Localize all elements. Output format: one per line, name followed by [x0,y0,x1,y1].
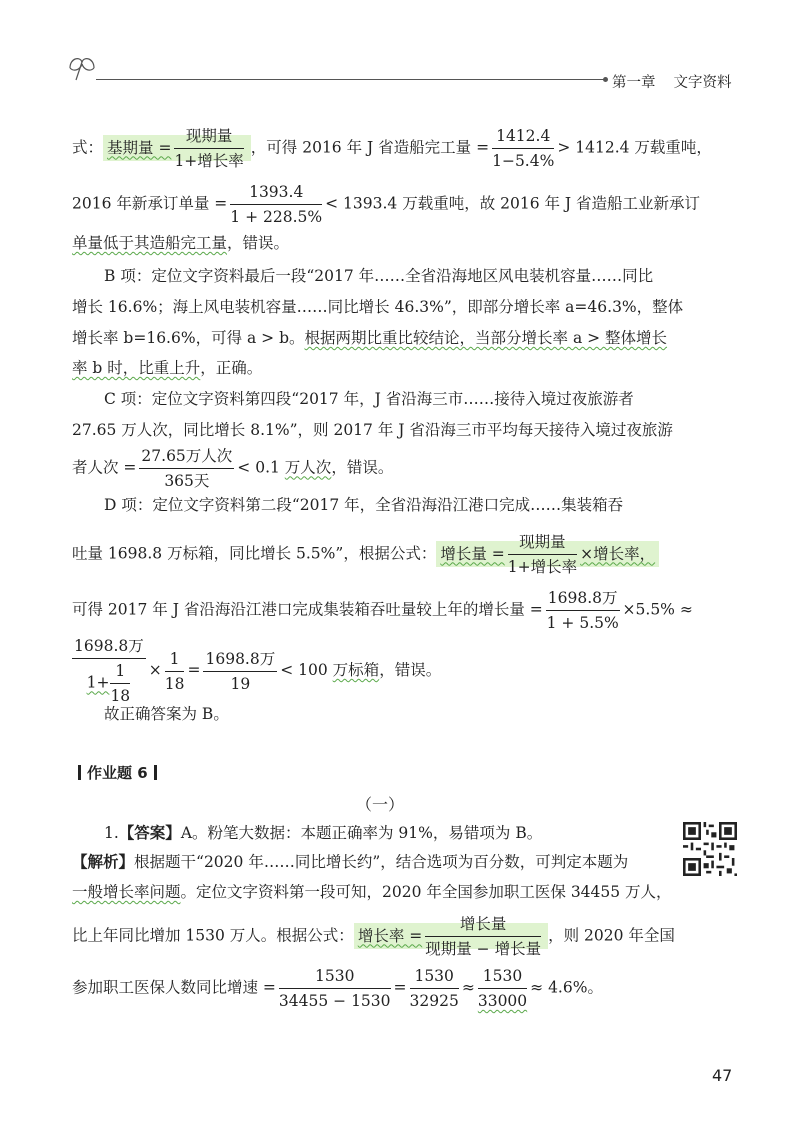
paragraph-line [72,914,675,959]
text-span: ×5.5% ≈ [622,600,693,619]
numerator: 1698.8万 [203,649,277,672]
denominator: 1 + 5.5% [546,614,619,632]
fraction [203,649,277,694]
numerator: 1530 [478,966,527,989]
denominator: 19 [230,674,251,693]
numerator: 增长量 [425,914,541,937]
fraction [410,966,459,1011]
paragraph-line [72,966,603,1011]
fraction [165,649,185,694]
numerator: 1698.8万 [546,588,620,611]
paragraph-line [72,233,289,253]
paragraph-line [72,852,628,872]
paragraph-line [72,328,667,348]
denominator: 1−5.4% [492,152,555,170]
paragraph-line [72,532,659,577]
question-number: 1. [104,824,119,842]
numerator: 1393.4 [230,182,322,205]
chapter-title: 文字资料 [673,75,732,91]
chapter-header [612,71,732,92]
formula-label: 基期量 = [107,138,172,157]
qr-code-icon [683,822,737,876]
paragraph-line [104,823,542,843]
heading-bar-left [78,765,81,780]
formula-highlight [436,533,659,576]
text-span: 1+ [86,673,110,692]
text-span: ，可得 2016 年 J 省造船完工量 = [250,138,490,157]
text-span: 2016 年新承订单量 = [72,194,228,213]
section-title: （一） [355,795,404,814]
numerator: 27.65万人次 [139,446,234,469]
chapter-number: 第一章 [612,75,656,91]
key-phrase: 一般增长率问题 [72,883,181,901]
key-phrase: 根据两期比重比较结论，当部分增长率 a > 整体增长 [304,329,668,347]
fraction [546,588,620,633]
fraction [478,966,527,1011]
paragraph-line [72,446,393,491]
text-span: ≈ [461,978,475,997]
text-span: 增长率 b=16.6%，可得 a > b。 [72,329,305,347]
denominator: 33000 [477,992,528,1010]
fraction [279,966,391,1011]
text-span: 万载重吨，故 2016 年 J 省造船工业新承订 [402,194,701,213]
numerator: 1530 [279,966,391,989]
paragraph-line [72,126,712,171]
fraction [425,914,541,959]
paragraph-line: B 项：定位文字资料最后一段“2017 年……全省沿海地区风电装机容量……同比 [104,267,654,285]
fraction [110,661,130,706]
denominator: 1+增长率 [507,558,578,576]
denominator: 现期量 − 增长量 [425,940,542,958]
key-phrase: 单量低于其造船完工量 [72,234,228,252]
denominator: 1 + 228.5% [230,208,323,226]
paragraph-line [72,588,693,633]
text-span: 可得 2017 年 J 省沿海沿江港口完成集装箱吞吐量较上年的增长量 = [72,600,543,619]
text-span: < 100 [280,661,333,679]
denominator: 34455 − 1530 [278,992,391,1010]
text-span: 比上年同比增加 1530 万人。根据公式： [72,926,354,945]
key-phrase: 万人次 [284,458,332,477]
paragraph-line [72,882,672,902]
fraction [508,532,577,577]
key-phrase: 率 b 时，比重上升 [72,359,201,377]
fraction [492,126,554,171]
formula-label: 增长率 = [357,926,423,945]
numerator: 现期量 [174,126,243,149]
fraction [230,182,322,227]
text-span: ，则 2020 年全国 [548,926,675,945]
text-span: 者人次 = [72,458,137,477]
text-span: ，错误。 [379,661,442,679]
text-span: A。粉笔大数据：本题正确率为 91%，易错项为 B。 [180,824,543,842]
text-span: × [148,661,162,679]
text-span: < 1393.4 [325,194,403,213]
fraction [72,636,146,706]
paragraph-line [72,182,700,227]
analysis-tag: 【解析】 [72,853,135,871]
homework-label: 作业题 6 [87,764,148,782]
numerator: 现期量 [508,532,577,555]
text-span: ，错误。 [331,458,394,477]
numerator: 1698.8万 [72,636,146,659]
text-span: ，错误。 [227,234,290,252]
key-phrase: 万标箱 [332,661,380,679]
paragraph-line: C 项：定位文字资料第四段“2017 年，J 省沿海三市……接待入境过夜旅游者 [104,390,634,408]
answer-line: 故正确答案为 B。 [104,705,229,723]
denominator: 32925 [409,992,459,1010]
text-span: > 1412.4 [557,138,635,157]
denominator: 18 [164,674,185,693]
paragraph-line [72,636,441,706]
text-span: = [187,661,201,679]
fraction [139,446,234,491]
homework-heading [72,762,163,783]
leaf-logo-icon [66,54,100,82]
denominator: 18 [110,687,131,705]
fraction [174,126,243,171]
numerator: 1412.4 [492,126,554,149]
paragraph-line: 增长 16.6%；海上风电装机容量……同比增长 46.3%”，即部分增长率 a=46.3%，整体 [72,298,684,316]
denominator: 1+增长率 [174,152,244,170]
text-span: 万载重吨， [634,138,712,157]
text-span: 。定位文字资料第一段可知，2020 年全国参加职工医保 34455 万人， [180,883,672,901]
text-span: 吐量 1698.8 万标箱，同比增长 5.5%”，根据公式： [72,544,437,563]
formula-highlight [103,127,251,170]
answer-tag: 【答案】 [118,824,181,842]
denominator [72,659,146,706]
page-number: 47 [712,1066,733,1085]
numerator: 1530 [410,966,459,989]
text-span: < 0.1 [237,458,285,477]
text-span: 参加职工医保人数同比增速 = [72,978,276,997]
paragraph-line [72,358,262,378]
text-span: 根据题干“2020 年……同比增长约”，结合选项为百分数，可判定本题为 [134,853,629,871]
text-span: ≈ 4.6%。 [530,978,603,997]
denominator: 365天 [164,472,210,490]
formula-label: ×增长率， [580,544,656,563]
numerator: 1 [110,661,130,684]
formula-label: 增长量 = [440,544,505,563]
text-span: 式： [72,138,104,157]
formula-highlight [354,915,548,958]
paragraph-line: 27.65 万人次，同比增长 8.1%”，则 2017 年 J 省沿海三市平均每天接待入境过夜旅游 [72,421,673,439]
text-span: = [393,978,407,997]
paragraph-line: D 项：定位文字资料第二段“2017 年，全省沿海沿江港口完成……集装箱吞 [104,496,624,514]
heading-bar-right [154,765,157,780]
text-span: ，正确。 [200,359,263,377]
header-rule [96,79,604,80]
numerator: 1 [165,649,185,672]
